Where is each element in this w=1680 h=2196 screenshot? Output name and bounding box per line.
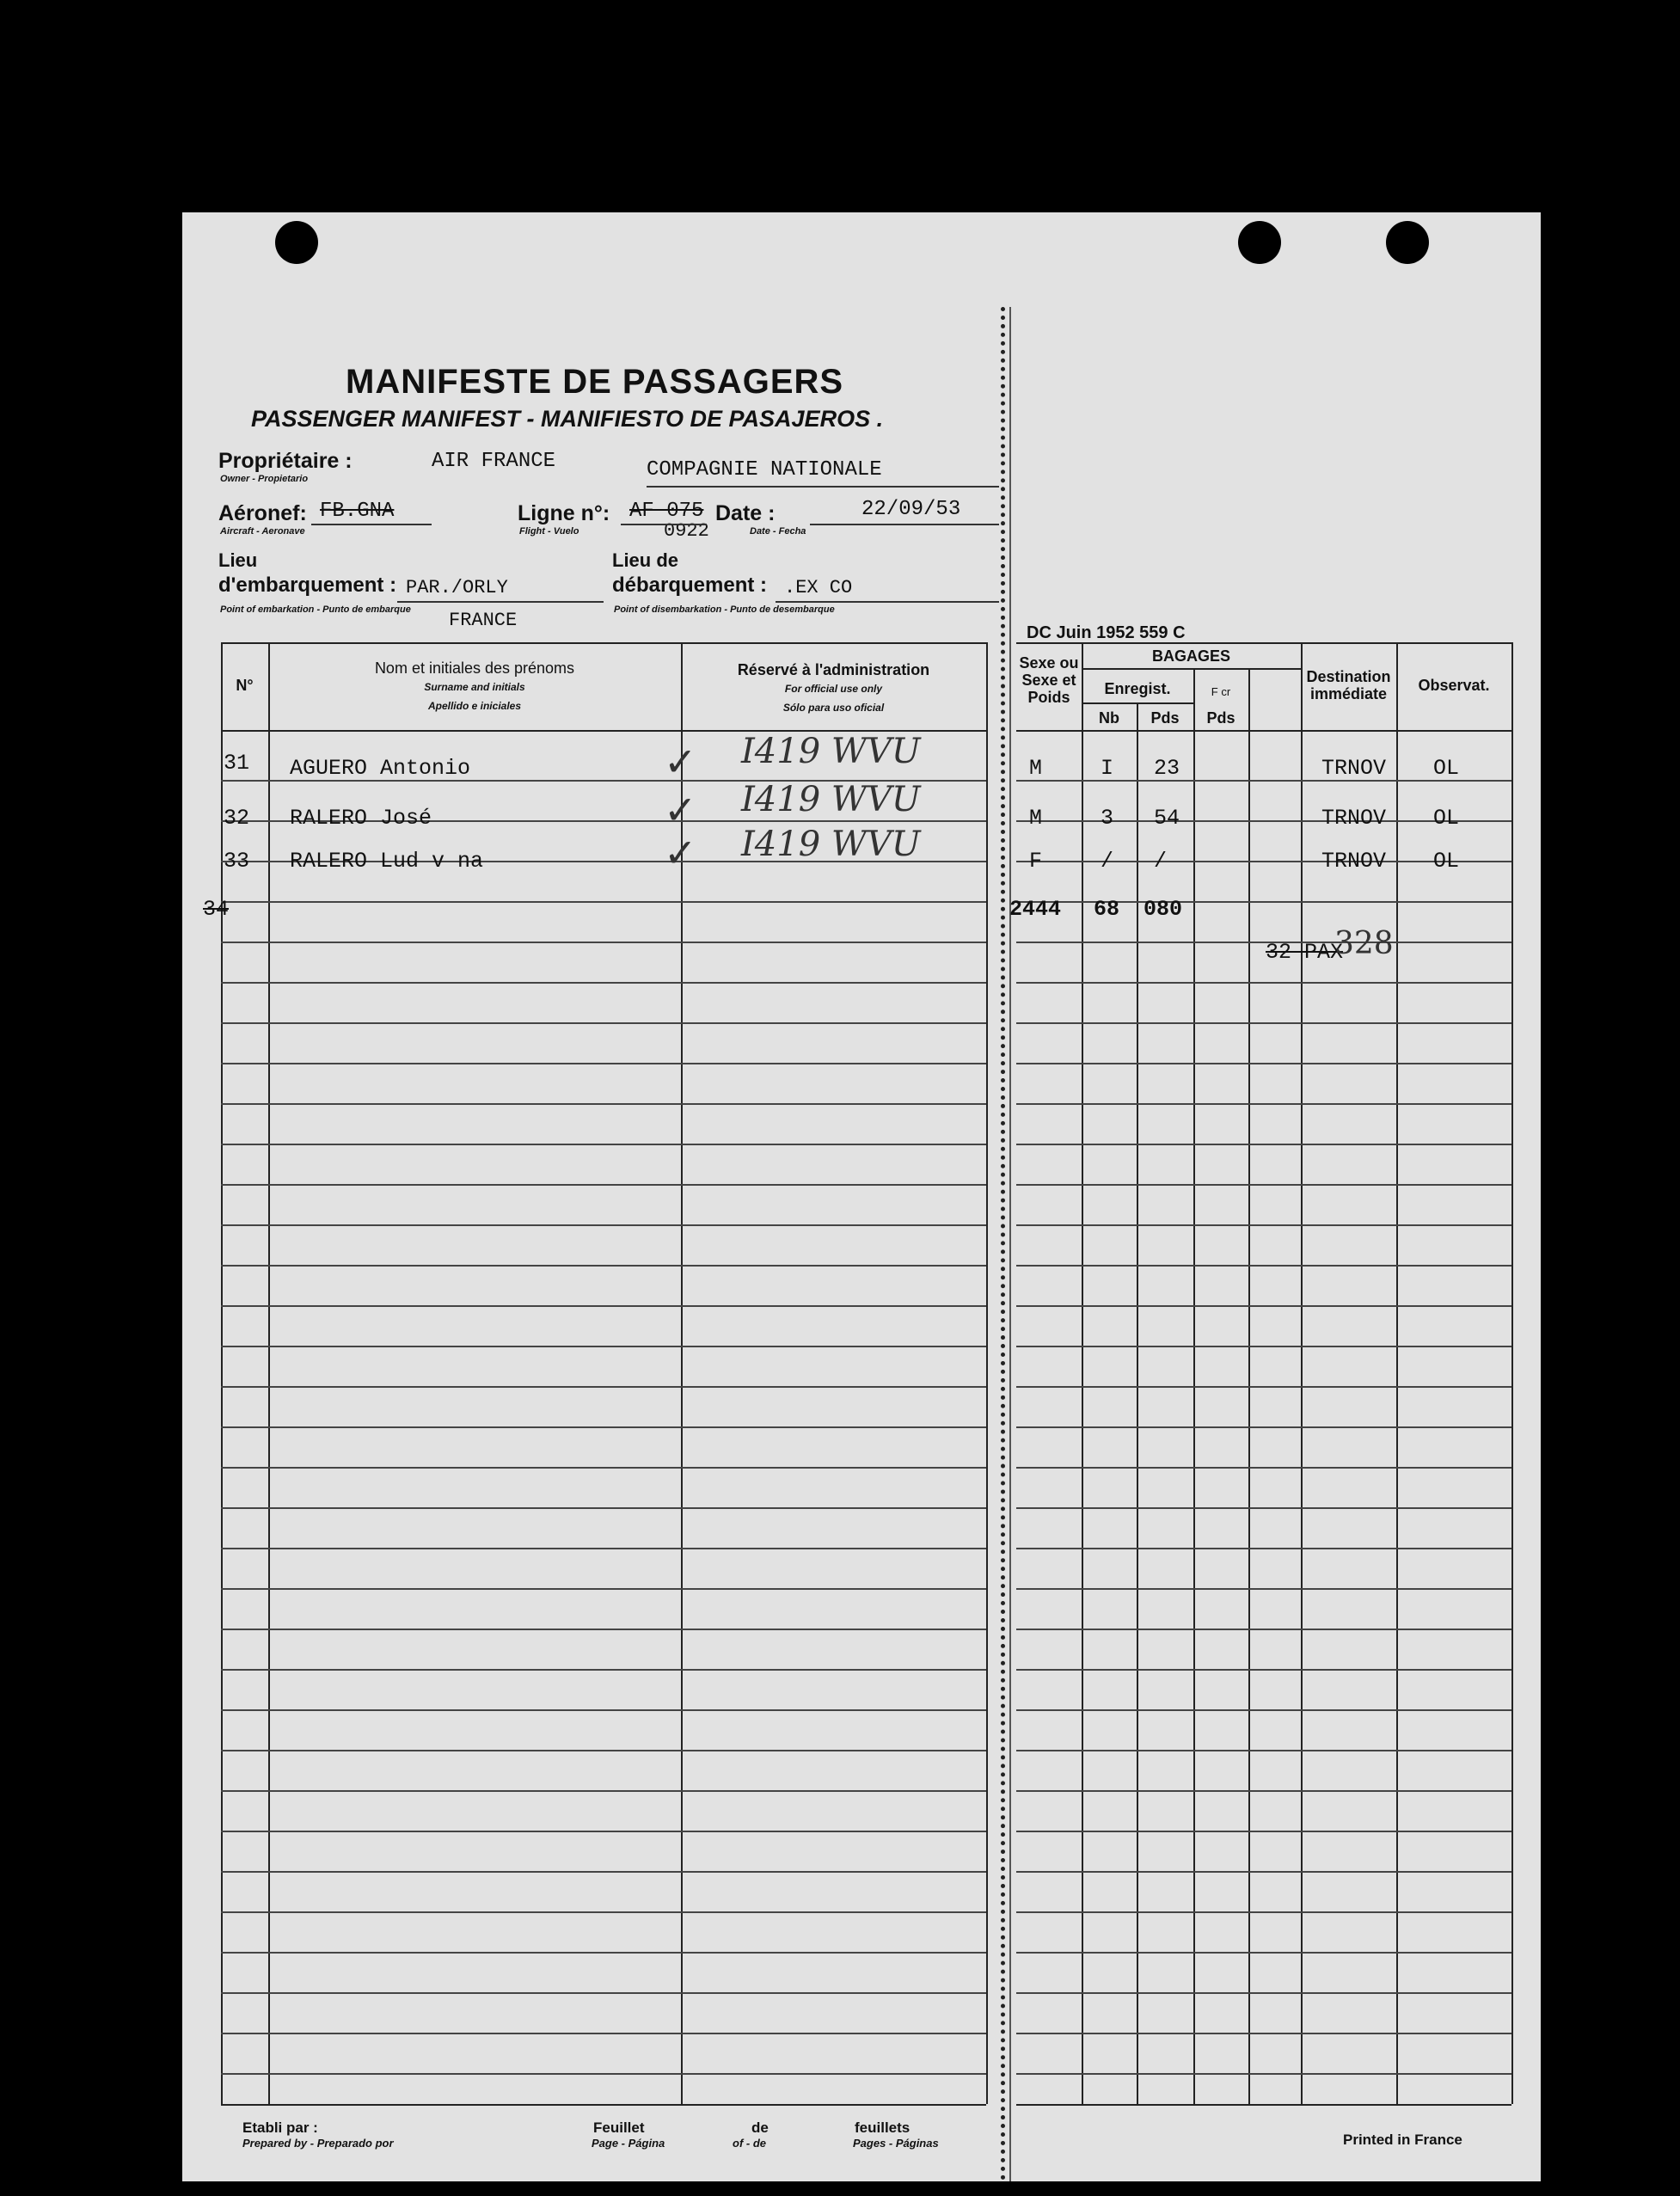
check-mark: ✓ bbox=[664, 831, 697, 875]
of-sublabel: of - de bbox=[733, 2137, 766, 2150]
col-extra: F cr bbox=[1211, 685, 1231, 698]
row-no: 32 bbox=[224, 806, 250, 831]
col-admin-en: For official use only bbox=[784, 683, 883, 695]
ruled-line bbox=[1016, 1669, 1511, 1671]
date-value: 22/09/53 bbox=[861, 498, 961, 521]
row-admin: I419 WVU bbox=[741, 825, 921, 864]
ruled-line bbox=[1016, 942, 1511, 943]
col-name-es: Apellido e iniciales bbox=[427, 700, 522, 712]
row-sex: F bbox=[1029, 849, 1043, 874]
ruled-line bbox=[221, 1386, 986, 1388]
row-no: 31 bbox=[224, 751, 250, 776]
manifest-sheet bbox=[182, 212, 1541, 2181]
ruled-line bbox=[1016, 2073, 1511, 2075]
embark-value-2: FRANCE bbox=[449, 610, 518, 631]
col-name bbox=[268, 659, 681, 715]
ruled-line bbox=[221, 1871, 986, 1873]
total-note-handwritten: 328 bbox=[1334, 926, 1394, 961]
ruled-line bbox=[221, 1548, 986, 1549]
ruled-line bbox=[1016, 1911, 1511, 1913]
ruled-line bbox=[221, 982, 986, 984]
ruled-line bbox=[1016, 1871, 1511, 1873]
row-nb: 3 bbox=[1101, 806, 1114, 831]
ruled-line bbox=[1016, 1790, 1511, 1792]
col-extra-pds: Pds bbox=[1206, 709, 1235, 727]
sheets-sublabel: Pages - Páginas bbox=[853, 2137, 939, 2150]
row-nb: / bbox=[1101, 849, 1114, 874]
col-registered: Enregist. bbox=[1104, 680, 1171, 697]
ruled-line bbox=[221, 1467, 986, 1469]
ruled-line bbox=[221, 1426, 986, 1428]
row-nb: 68 bbox=[1094, 897, 1120, 922]
ruled-line bbox=[221, 1992, 986, 1994]
punch-hole bbox=[275, 221, 318, 264]
owner-label: Propriétaire : bbox=[218, 449, 353, 473]
ruled-line bbox=[1016, 1386, 1511, 1388]
ruled-line bbox=[221, 942, 986, 943]
check-mark: ✓ bbox=[664, 788, 697, 832]
row-pds: 080 bbox=[1144, 897, 1183, 922]
disembark-label-1: Lieu de bbox=[612, 549, 679, 571]
row-name: RALERO Lud v na bbox=[290, 849, 484, 874]
row-sex: 2444 bbox=[1009, 897, 1062, 922]
ruled-line bbox=[221, 1507, 986, 1509]
ruled-line bbox=[221, 2033, 986, 2034]
ruled-line bbox=[1016, 1831, 1511, 1832]
page-subtitle: PASSENGER MANIFEST - MANIFIESTO DE PASAJEROS . bbox=[251, 406, 884, 432]
line-sublabel: Flight - Vuelo bbox=[519, 526, 579, 537]
ruled-line bbox=[1016, 1548, 1511, 1549]
company-value: COMPAGNIE NATIONALE bbox=[647, 458, 882, 482]
sheet-sublabel: Page - Página bbox=[592, 2137, 665, 2150]
aircraft-label: Aéronef: bbox=[218, 501, 307, 525]
disembark-value: .EX CO bbox=[784, 577, 853, 598]
ruled-line bbox=[1016, 1103, 1511, 1105]
ruled-line bbox=[1016, 1992, 1511, 1994]
ruled-line bbox=[221, 901, 986, 903]
col-observ: Observat. bbox=[1418, 677, 1490, 694]
embark-label-1: Lieu bbox=[218, 549, 258, 571]
row-admin: I419 WVU bbox=[741, 732, 921, 771]
line-label: Ligne n°: bbox=[518, 501, 610, 525]
row-sex: M bbox=[1029, 806, 1043, 831]
row-name: AGUERO Antonio bbox=[290, 756, 471, 781]
row-obs: OL bbox=[1433, 849, 1460, 874]
prepared-label: Etabli par : bbox=[242, 2119, 318, 2136]
ruled-line bbox=[1016, 1952, 1511, 1954]
row-obs: OL bbox=[1433, 756, 1460, 781]
page-title: MANIFESTE DE PASSAGERS bbox=[346, 363, 844, 401]
col-admin-es: Sólo para uso oficial bbox=[782, 702, 885, 714]
ruled-line bbox=[221, 1063, 986, 1064]
col-pds: Pds bbox=[1150, 709, 1180, 727]
disembark-label-2: débarquement : bbox=[612, 574, 768, 597]
line-value: AF 075 bbox=[629, 500, 704, 523]
row-no: 33 bbox=[224, 849, 250, 874]
line-value-2: 0922 bbox=[664, 520, 709, 542]
printed-in: Printed in France bbox=[1343, 2132, 1462, 2148]
ruled-line bbox=[1016, 1184, 1511, 1186]
ruled-line bbox=[1016, 1265, 1511, 1267]
ruled-line bbox=[1016, 2033, 1511, 2034]
row-name: RALERO José bbox=[290, 806, 432, 831]
ruled-line bbox=[221, 1588, 986, 1590]
ruled-line bbox=[221, 1265, 986, 1267]
row-dest: TRNOV bbox=[1321, 756, 1387, 781]
margin-stamp bbox=[1337, 373, 1363, 387]
ruled-line bbox=[221, 1709, 986, 1711]
embark-label-2: d'embarquement : bbox=[218, 574, 397, 597]
punch-hole bbox=[1238, 221, 1281, 264]
row-dest: TRNOV bbox=[1321, 806, 1387, 831]
date-label: Date : bbox=[715, 501, 776, 525]
ruled-line bbox=[1016, 1144, 1511, 1145]
row-pds: 23 bbox=[1154, 756, 1180, 781]
form-code: DC Juin 1952 559 C bbox=[1027, 623, 1186, 642]
col-name-fr: Nom et initiales des prénoms bbox=[374, 659, 575, 677]
ruled-line bbox=[221, 1831, 986, 1832]
col-name-en: Surname and initials bbox=[424, 681, 525, 693]
ruled-line bbox=[1016, 1022, 1511, 1024]
ruled-line bbox=[221, 1022, 986, 1024]
ruled-line bbox=[221, 1750, 986, 1751]
ruled-line bbox=[221, 1911, 986, 1913]
row-sex: M bbox=[1029, 756, 1043, 781]
row-admin: I419 WVU bbox=[741, 780, 921, 819]
ruled-line bbox=[1016, 982, 1511, 984]
ruled-line bbox=[221, 1224, 986, 1226]
ruled-line bbox=[221, 1305, 986, 1307]
ruled-line bbox=[1016, 1346, 1511, 1347]
col-nb: Nb bbox=[1099, 709, 1119, 727]
row-nb: I bbox=[1101, 756, 1114, 781]
embark-sublabel: Point of embarkation - Punto de embarque bbox=[220, 604, 411, 615]
col-sex: Sexe ou Sexe et Poids bbox=[1019, 654, 1079, 706]
col-admin bbox=[681, 661, 986, 716]
punch-hole bbox=[1386, 221, 1429, 264]
ruled-line bbox=[1016, 1305, 1511, 1307]
col-destination: Destination immédiate bbox=[1306, 668, 1391, 702]
aircraft-value: FB.GNA bbox=[320, 500, 395, 523]
ruled-line bbox=[221, 1144, 986, 1145]
ruled-line bbox=[1016, 1063, 1511, 1064]
disembark-sublabel: Point of disembarkation - Punto de desembarque bbox=[614, 604, 835, 615]
col-admin-fr: Réservé à l'administration bbox=[737, 661, 930, 678]
col-baggage: BAGAGES bbox=[1151, 647, 1230, 665]
prepared-sublabel: Prepared by - Preparado por bbox=[242, 2137, 394, 2150]
perforation-edge bbox=[1009, 307, 1011, 2181]
ruled-line bbox=[221, 1346, 986, 1347]
ruled-line bbox=[221, 1669, 986, 1671]
ruled-line bbox=[1016, 1588, 1511, 1590]
ruled-line bbox=[1016, 1426, 1511, 1428]
ruled-line bbox=[1016, 1709, 1511, 1711]
date-sublabel: Date - Fecha bbox=[750, 526, 806, 537]
check-mark: ✓ bbox=[664, 739, 697, 784]
ruled-line bbox=[221, 1629, 986, 1630]
perforation-line bbox=[1001, 307, 1005, 2181]
row-pds: / bbox=[1154, 849, 1168, 874]
row-obs: OL bbox=[1433, 806, 1460, 831]
aircraft-sublabel: Aircraft - Aeronave bbox=[220, 526, 305, 537]
owner-sublabel: Owner - Propietario bbox=[220, 474, 309, 484]
ruled-line bbox=[221, 1952, 986, 1954]
of-label: de bbox=[751, 2119, 769, 2136]
sheets-label: feuillets bbox=[855, 2119, 911, 2136]
owner-value: AIR FRANCE bbox=[432, 450, 556, 473]
row-pds: 54 bbox=[1154, 806, 1180, 831]
ruled-line bbox=[1016, 1750, 1511, 1751]
ruled-line bbox=[1016, 901, 1511, 903]
ruled-line bbox=[221, 1184, 986, 1186]
ruled-line bbox=[1016, 1224, 1511, 1226]
ruled-line bbox=[221, 1103, 986, 1105]
sheet-label: Feuillet bbox=[593, 2119, 645, 2136]
total-note: 32 PAX bbox=[1266, 940, 1344, 965]
ruled-line bbox=[221, 2073, 986, 2075]
col-no: N° bbox=[236, 677, 254, 694]
embark-value: PAR./ORLY bbox=[406, 577, 508, 598]
ruled-line bbox=[1016, 1507, 1511, 1509]
ruled-line bbox=[1016, 1467, 1511, 1469]
row-dest: TRNOV bbox=[1321, 849, 1387, 874]
ruled-line bbox=[221, 1790, 986, 1792]
ruled-line bbox=[1016, 1629, 1511, 1630]
row-no: 34 bbox=[203, 897, 230, 922]
